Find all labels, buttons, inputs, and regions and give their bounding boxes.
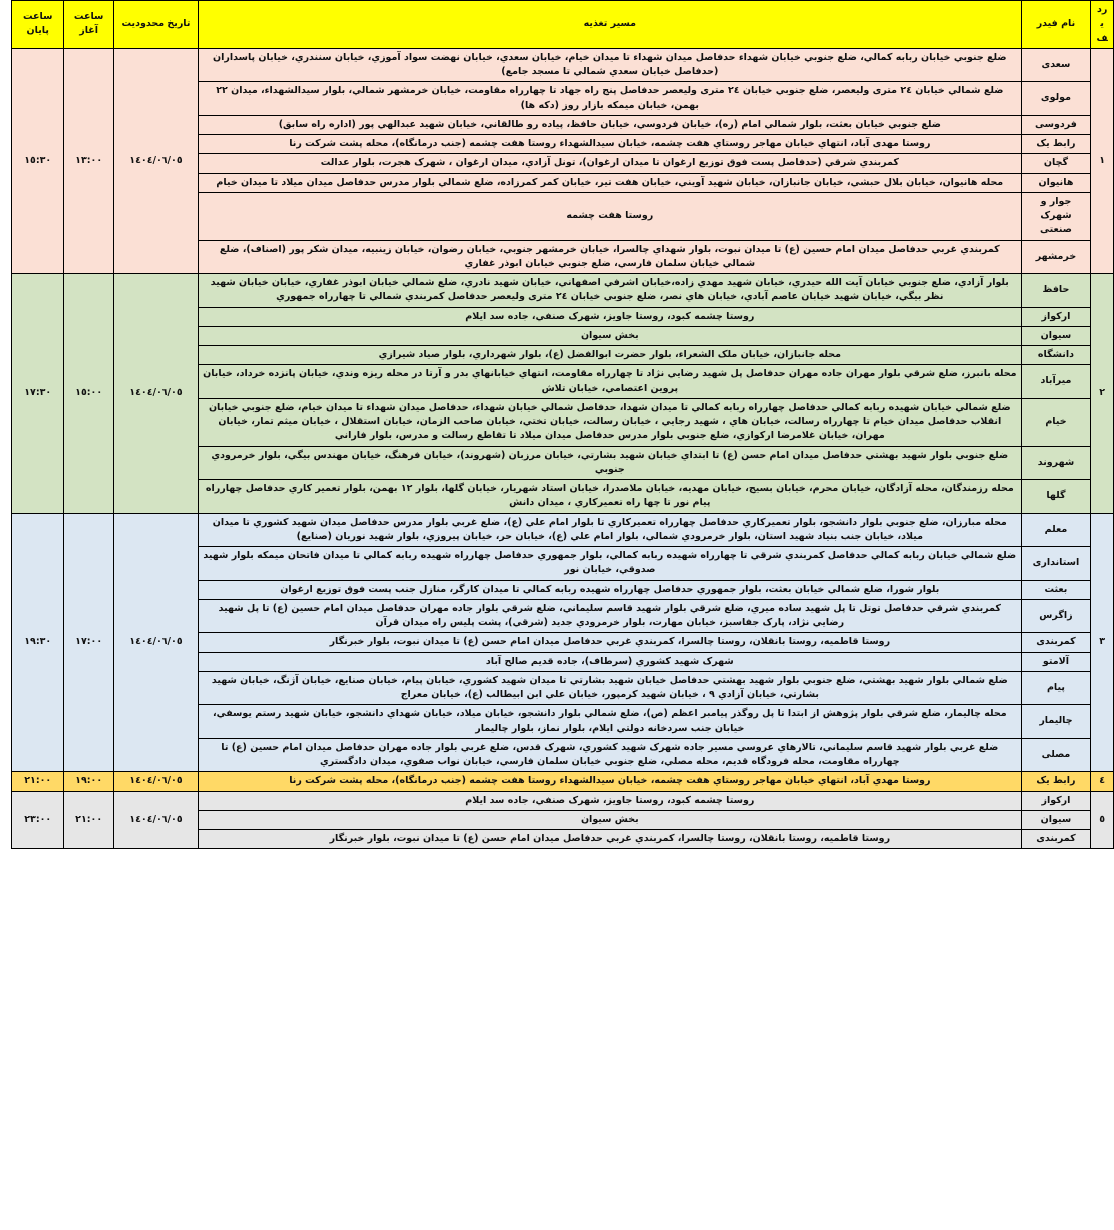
restriction-date-cell: ١٤٠٤/٠٦/٠٥ — [113, 772, 198, 791]
route-cell: ضلع شمالي خيابان شهيده ربابه كمالي حدفاصل چهارراه ربابه كمالي تا ميدان شهدا، حدفاصل شمالي خيابان شهداء، حدفاصل ميدان شهداء تا ميدان خيام، ضلع جنوبي خيابان انقلاب حدفاصل ميدان خيام تا چهارراه رسالت، خيابان هاي ، شهيد رجايي ، خيابان رسالت، خيابان تختي، خيابان صاحب الزمان، خيابان استقلال ، خيابان ميثم تمار، خيابان مهران، خيابان غلامرضا اركوازي، ضلع جنوبي بلوار مدرس حدفاصل ميدان ميلاد تا تقاطع رسالت و مدرس، بلوار فاراني — [199, 398, 1021, 446]
start-time-cell: ١٧:٠٠ — [64, 513, 113, 772]
feeder-name-cell: خیام — [1021, 398, 1091, 446]
feeder-name-cell: شهروند — [1021, 446, 1091, 480]
start-time-cell: ١٩:٠٠ — [64, 772, 113, 791]
feeder-name-cell: کمربندی — [1021, 633, 1091, 652]
route-cell: ضلع جنوبي خيابان بعثت، بلوار شمالي امام (ره)، خيابان فردوسي، خيابان حافظ، پياده رو طالقاني، خيابان شهيد عبدالهي پور (اداره راه سابق) — [199, 115, 1021, 134]
feeder-name-cell: سعدی — [1021, 48, 1091, 82]
route-cell: روستا مهدی آباد، انتهاي خيابان مهاجر روستاي هفت چشمه، خيابان سيدالشهداء روستا هفت چشمه (جنب درمانگاه)، محله پشت شرکت رنا — [199, 135, 1021, 154]
table-row — [12, 772, 1114, 791]
feeder-name-cell: میرآباد — [1021, 365, 1091, 399]
route-cell: محله بانبرز، ضلع شرقي بلوار مهران جاده مهران حدفاصل پل شهيد رضايي نژاد تا چهارراه مقاومت، انتهاي خيابانهاي بدر و آرتا در محله ريزه وندي، خيابان پانزده خرداد، خيابان پروين اعتصامي، خيابان تلاش — [199, 365, 1021, 399]
route-cell: ضلع شمالي خيابان ربابه كمالي حدفاصل كمربندي شرقي تا چهارراه شهيده ربابه كمالي، بلوار جمهوري حدفاصل چهارراه شهيده ربابه كمالي تا ميدان فاتحان ميمكه بلوار شهيد صدوقي، خيابان نور — [199, 547, 1021, 581]
route-cell: محله رزمندگان، محله آزادگان، خيابان محرم، خيابان بسيج، خيابان مهديه، خيابان ملاصدرا، خيابان استاد شهريار، خيابان گلها، بلوار ١٢ بهمن، بلوار تعمير كاري حدفاصل چهارراه پيام نور تا چها راه تعميركاري ، ميدان دانش — [199, 480, 1021, 514]
feeder-name-cell: حافظ — [1021, 274, 1091, 308]
end-time-cell: ٢١:٠٠ — [12, 772, 64, 791]
route-cell: بخش سيوان — [199, 810, 1021, 829]
header-route: مسیر تغذیه — [199, 1, 1021, 49]
start-time-cell: ١٣:٠٠ — [64, 48, 113, 273]
header-date: تاریخ محدودیت — [113, 1, 198, 49]
route-cell: روستا مهدي آباد، انتهاي خيابان مهاجر روستاي هفت چشمه، خيابان سيدالشهداء روستا هفت چشمه (جنب درمانگاه)، محله پشت شرکت رنا — [199, 772, 1021, 791]
feeder-name-cell: پیام — [1021, 671, 1091, 705]
table-row — [12, 274, 1114, 308]
feeder-name-cell: رابط یک — [1021, 135, 1091, 154]
radif-cell: ٢ — [1091, 274, 1114, 514]
feeder-name-cell: دانشگاه — [1021, 346, 1091, 365]
route-cell: كمربندي شرقي (حدفاصل پست فوق توزيع ارغوان تا ميدان ارغوان)، تونل آزادي، ميدان ارغوان ، شهرک هجرت، بلوار عدالت — [199, 154, 1021, 173]
table-row — [12, 48, 1114, 82]
route-cell: محله مبارزان، ضلع جنوبي بلوار دانشجو، بلوار تعميركاري حدفاصل چهارراه تعميركاري تا بلوار امام علي (ع)، ضلع غربي بلوار مدرس حدفاصل ميدان شهيد كشوري تا ميدان ميلاد، خيابان جنب بنياد شهيد استان، بلوار خرمرودي شمالي، بلوار امام علي (ع)، خيابان حر، خيابان پيروزي، بلوار شهيد نوريان (صنايع) — [199, 513, 1021, 547]
feeder-name-cell: معلم — [1021, 513, 1091, 547]
header-feeder-name: نام فیدر — [1021, 1, 1091, 49]
route-cell: محله جانبازان، خيابان ملک الشعراء، بلوار حضرت ابوالفضل (ع)، بلوار شهرداري، بلوار صياد شيرازي — [199, 346, 1021, 365]
end-time-cell: ٢٣:٠٠ — [12, 791, 64, 849]
feeder-name-cell: چالیمار — [1021, 705, 1091, 739]
feeder-name-cell: سیوان — [1021, 810, 1091, 829]
route-cell: ضلع غربي بلوار شهيد قاسم سليماني، تالارهاي عروسي مسير جاده شهرک شهيد كشوري، شهرک قدس، ضلع غربي بلوار جاده مهران حدفاصل ميدان امام حسين (ع) تا چهارراه مقاومت، محله فرودگاه قديم، محله مصلي، ضلع جنوبي خيابان سلمان فارسي، خيابان نواب صفوي، ميدان دادگستري — [199, 738, 1021, 772]
route-cell: بلوار شورا، ضلع شمالي خيابان بعثت، بلوار جمهوري حدفاصل چهارراه شهيده ربابه كمالي تا ميدان كارگر، منازل جنب پست فوق توزيع ارغوان — [199, 580, 1021, 599]
route-cell: بلوار آزادي، ضلع جنوبي خيابان آيت الله حيدري، خيابان شهيد مهدي زاده،خيابان اشرفي اصفهاني، خيابان شهيد نادري، ضلع شمالي خيابان ابوذر غفاري، خيابان خيابان شهيد نظر بيگي، خيابان شهيد خيابان عاصم آبادي، خيابان هاي نصر، ضلع جنوبي خيابان ٢٤ متری وليعصر حدفاصل كمربندي شمالي تا چهارراه جمهوري — [199, 274, 1021, 308]
route-cell: محله چاليمار، ضلع شرقي بلوار پژوهش از ابتدا تا پل روگذر پيامبر اعظم (ص)، ضلع شمالي بلوار دانشجو، خيابان ميلاد، خيابان شهداي دانشجو، خيابان شهيد رستم يوسفي، خيابان جنب سردخانه دولتي ايلام، بلوار نماز، بلوار چاليمار — [199, 705, 1021, 739]
table-header — [12, 1, 1114, 49]
radif-cell: ٤ — [1091, 772, 1114, 791]
feeder-name-cell: فردوسی — [1021, 115, 1091, 134]
route-cell: روستا چشمه كبود، روستا جاويز، شهرک صنفي، جاده سد ايلام — [199, 307, 1021, 326]
feeder-name-cell: مصلی — [1021, 738, 1091, 772]
end-time-cell: ١٩:٣٠ — [12, 513, 64, 772]
table-body — [12, 48, 1114, 849]
radif-cell: ٥ — [1091, 791, 1114, 849]
header-row — [12, 1, 1114, 49]
feeder-name-cell: رابط یک — [1021, 772, 1091, 791]
header-end-time-line2: پایان — [26, 25, 49, 37]
feeder-name-cell: ارکواز — [1021, 307, 1091, 326]
route-cell: روستا هفت چشمه — [199, 192, 1021, 240]
feeder-name-cell: گچان — [1021, 154, 1091, 173]
route-cell: ضلع شمالي بلوار شهيد بهشتي، ضلع جنوبي بلوار شهيد بهشتي حدفاصل خيابان شهيد بشارتي تا ميدان شهيد كشوري، خيابان پيام، خيابان صنايع، خيابان آژنگ، خيابان شهيد بشارتي، خيابان آزادي ٩ ، خيابان شهيد كرمپور، خيابان علي ابن ابيطالب (ع)، خيابان معراج — [199, 671, 1021, 705]
header-radif: ردیف — [1091, 1, 1114, 49]
route-cell: ضلع جنوبي بلوار شهيد بهشتي حدفاصل ميدان امام حسن (ع) تا ابتداي خيابان شهيد بشارتي، خيابان مرزبان (شهروند)، خيابان فرهنگ، خيابان مهندس بيگي، بلوار خرمرودي جنوبي — [199, 446, 1021, 480]
table-row — [12, 791, 1114, 810]
header-start-time-line1: ساعت — [73, 11, 104, 23]
feeder-name-cell: زاگرس — [1021, 599, 1091, 633]
start-time-cell: ٢١:٠٠ — [64, 791, 113, 849]
feeder-name-cell: سیوان — [1021, 326, 1091, 345]
feeder-name-cell: مولوی — [1021, 82, 1091, 116]
table-row — [12, 513, 1114, 547]
restriction-date-cell: ١٤٠٤/٠٦/٠٥ — [113, 274, 198, 514]
feeder-name-cell: بعثت — [1021, 580, 1091, 599]
radif-cell: ٣ — [1091, 513, 1114, 772]
feeder-name-cell: ارکواز — [1021, 791, 1091, 810]
header-end-time-line1: ساعت — [23, 11, 53, 23]
route-cell: روستا قاطميه، روستا بانقلان، روستا چالسرا، كمربندي غربي حدفاصل ميدان امام حسن (ع) تا ميدان نبوت، بلوار خبرنگار — [199, 633, 1021, 652]
route-cell: ضلع شمالي خيابان ٢٤ متری وليعصر، ضلع جنوبي خيابان ٢٤ متری وليعصر حدفاصل پنج راه جهاد تا چهارراه مقاومت، خيابان خرمشهر شمالي، بلوار سيدالشهداء، ميدان ٢٢ بهمن، خيابان ميمکه بازار روز (دکه ها) — [199, 82, 1021, 116]
feeder-name-cell: جوار و شهرک صنعتی — [1021, 192, 1091, 240]
feeder-name-cell: هانیوان — [1021, 173, 1091, 192]
route-cell: ضلع جنوبي خيابان ربابه كمالي، ضلع جنوبي خيابان شهداء حدفاصل ميدان شهداء تا ميدان خيام، خيابان سعدي، خيابان نهضت سواد آموزي، خيابان سنندري، خيابان پاسداران (حدفاصل خيابان سعدي شمالي تا مسجد جامع) — [199, 48, 1021, 82]
outage-schedule-table — [11, 0, 1114, 849]
feeder-name-cell: کمربندی — [1021, 830, 1091, 849]
route-cell: روستا چشمه كبود، روستا جاويز، شهرک صنفي، جاده سد ايلام — [199, 791, 1021, 810]
radif-cell: ١ — [1091, 48, 1114, 273]
header-end-time — [12, 1, 64, 49]
route-cell: كمربندي شرقي حدفاصل توتل تا پل شهيد ساده ميري، ضلع شرقي بلوار شهيد قاسم سليماني، ضلع شرقي بلوار جاده مهران حدفاصل ميدان امام حسين (ع) تا پل شهيد رضايي نژاد، پارک جفاسبز، خيابان مهارت، بلوار خرمرودي جديد (شرقي)، پشت پليس راه ميدان قرآن — [199, 599, 1021, 633]
start-time-cell: ١٥:٠٠ — [64, 274, 113, 514]
restriction-date-cell: ١٤٠٤/٠٦/٠٥ — [113, 513, 198, 772]
route-cell: محله هانيوان، خيابان بلال حبشي، خيابان جانبازان، خيابان شهيد آويني، خيابان هفت تير، خيابان کمر کمرزاده، ضلع شمالي بلوار مدرس حدفاصل ميدان ميلاد تا ميدان خيام — [199, 173, 1021, 192]
header-start-time-line2: آغاز — [79, 25, 99, 37]
feeder-name-cell: آلامتو — [1021, 652, 1091, 671]
feeder-name-cell: خرمشهر — [1021, 240, 1091, 274]
end-time-cell: ١٧:٣٠ — [12, 274, 64, 514]
header-start-time — [64, 1, 113, 49]
route-cell: شهرک شهيد كشوري (سرطاف)، جاده قديم صالح آباد — [199, 652, 1021, 671]
feeder-name-cell: استانداری — [1021, 547, 1091, 581]
feeder-name-cell: گلها — [1021, 480, 1091, 514]
restriction-date-cell: ١٤٠٤/٠٦/٠٥ — [113, 791, 198, 849]
route-cell: روستا قاطميه، روستا بانقلان، روستا چالسرا، كمربندي غربي حدفاصل ميدان امام حسن (ع) تا ميدان نبوت، بلوار خبرنگار — [199, 830, 1021, 849]
end-time-cell: ١٥:٣٠ — [12, 48, 64, 273]
route-cell: كمربندي غربي حدفاصل ميدان امام حسين (ع) تا ميدان نبوت، بلوار شهداي چالسرا، خيابان خرمشهر جنوبي، خيابان رضوان، خيابان زينبيه، ميدان شكر پور (اصناف)، ضلع شمالي خيابان سلمان فارسي، ضلع جنوبي خيابان ابوذر غفاري — [199, 240, 1021, 274]
route-cell: بخش سيوان — [199, 326, 1021, 345]
restriction-date-cell: ١٤٠٤/٠٦/٠٥ — [113, 48, 198, 273]
